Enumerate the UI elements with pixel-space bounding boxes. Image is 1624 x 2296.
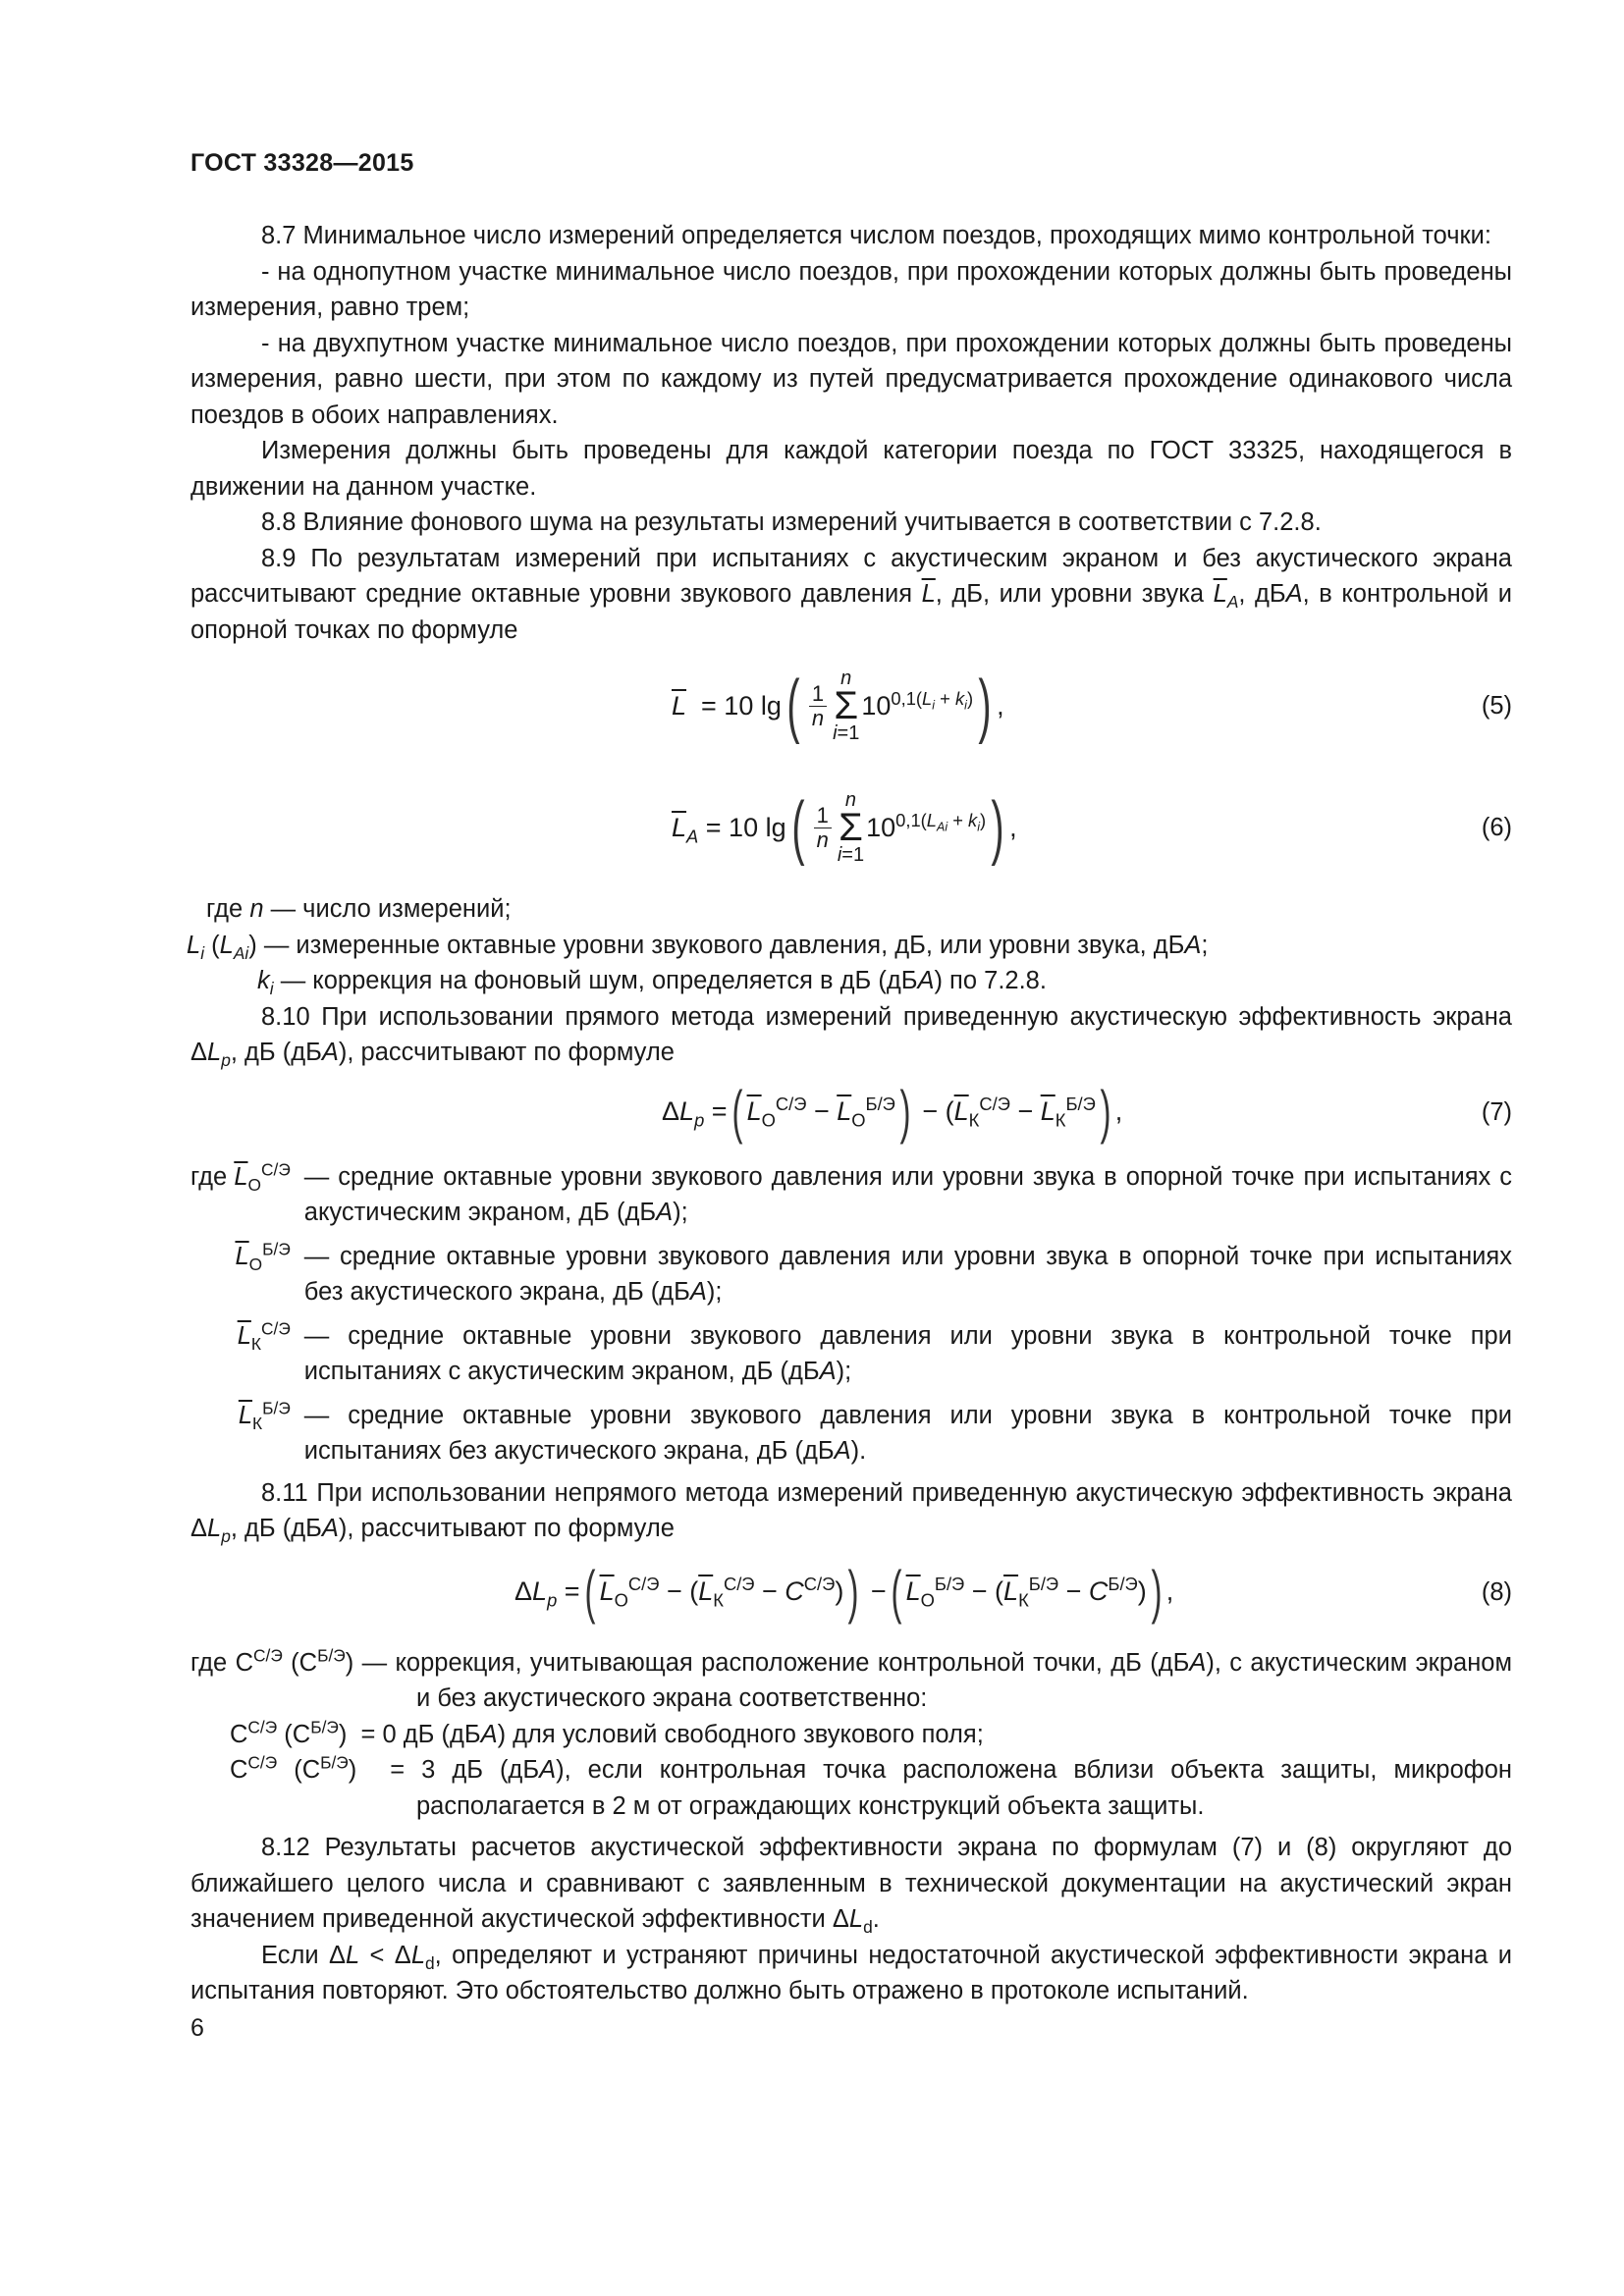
p8-7-intro: 8.7 Минимальное число измерений определяется числом поездов, проходящих мимо контрольной точки: — [261, 222, 1491, 249]
def-lo-be: — средние октавные уровни звукового давления или уровни звука в опорной точке при испытаниях без акустического экрана, дБ (дБA); — [303, 1242, 1512, 1306]
defs-5-6 — [187, 891, 1512, 999]
defs-8 — [190, 1645, 1512, 1825]
p8-12: 8.12 Результаты расчетов акустической эффективности экрана по формулам (7) и (8) округляют до ближайшего целого числа и сравнивают с заявленным в технической документации на акустический экран значением приведенной акустической эффективности $\Delta L_d$. — [190, 1834, 1512, 1938]
p8-10: 8.10 При использовании прямого метода измерений приведенную акустическую эффективность экрана $\Delta L_p$, дБ (дБA), рассчитывают по формуле — [190, 1002, 1512, 1071]
def-n: где n — число измерений; — [206, 895, 512, 923]
p8-7-item2: - на двухпутном участке минимальное число поездов, при прохождении которых должны быть проведены измерения, равно шести, при этом по каждому из путей предусматривается прохождение одинакового числа поездов в обоих направлениях. — [190, 329, 1512, 429]
def-lk-be: — средние октавные уровни звукового давления или уровни звука в контрольной точке при испытаниях без акустического экрана, дБ (дБA). — [303, 1401, 1512, 1465]
formula-8: $\Delta L_p$ = ( $\overline{L}_О^{С/Э} - (\overline{L}_К^{С/Э} - C^{С/Э})$ ) − ( $\overline{L}_О^{Б/Э} - (\overline{L}_К^{Б/Э} - C^{Б/Э})$ ) , (8) — [514, 1558, 1512, 1625]
defs-7: где $\overline{L}_О^{С/Э}$ — средние октавные уровни звукового давления или уровни звука в опорной точке при испытаниях с акустическим экраном, дБ (дБA); $\overline{L}_О^{Б/Э}$ — средние октавные уровни звукового давления или уровни звука в опорной точке при испытаниях без акустического экрана, дБ (дБA); $\overline{L}_К^{С/Э}$ — средние октавные уровни звукового давления или уровни звука в контрольной точке при испытаниях с акустическим экраном, дБ (дБA); $\overline{L}_К^{Б/Э}$ — средние октавные уровни звукового давления или уровни звука в контрольной точке при испытаниях без акустического экрана, дБ (дБA). — [190, 1159, 1512, 1469]
p8-12-if: Если $\Delta L < \Delta L_d$, определяют и устраняют причины недостаточной акустической эффективности экрана и испытания повторяют. Это обстоятельство должно быть отражено в протоколе испытаний. — [190, 1941, 1512, 2004]
formula-7: $\Delta L_p$ = ( $\overline{L}_О^{С/Э} - \overline{L}_О^{Б/Э}$ ) − ($\overline{L}_К^{С/Э} - \overline{L}_К^{Б/Э}$ ) , (7) — [662, 1078, 1512, 1145]
def-c-free: $C^{С/Э}$ $(C^{Б/Э}) = 0$ дБ (дБA) для условий свободного звукового поля; — [230, 1716, 984, 1748]
def-c-near: $C^{С/Э}$ $(C^{Б/Э}) = 3$ дБ (дБA), если контрольная точка расположена вблизи объекта защиты, микрофон располагается в 2 м от ограждающих конструкций объекта защиты. — [230, 1752, 1513, 1820]
def-ki: $k_i$ — коррекция на фоновый шум, определяется в дБ (дБA) по 7.2.8. — [257, 967, 1047, 999]
p8-11: 8.11 При использовании непрямого метода измерений приведенную акустическую эффективность экрана $\Delta L_p$, дБ (дБA), рассчитывают по формуле — [190, 1478, 1512, 1547]
formula-5: $\overline{L} = 10$ lg ( $\frac{1}{n}$ n Σ i=1 $10^{0,1(L_i + k_i)}$ ) , (5) — [672, 667, 1512, 745]
formula-6: $\overline{L}_A = 10$ lg ( $\frac{1}{n}$ n Σ i=1 $10^{0,1(L_{Ai} + k_i)}$ ) , (6) — [672, 788, 1512, 867]
formula-6-number: (6) — [1481, 813, 1512, 841]
p8-9: 8.9 По результатам измерений при испытаниях с акустическим экраном и без акустического экрана рассчитывают средние октавные уровни звукового давления $\overline{L}$, дБ, или уровни звука $\overline{L}_A$, дБA, в контрольной и опорной точках по формуле — [190, 544, 1512, 644]
def-lk-se: — средние октавные уровни звукового давления или уровни звука в контрольной точке при испытаниях с акустическим экраном, дБ (дБA); — [303, 1321, 1512, 1385]
standard-header: ГОСТ 33328—2015 — [190, 149, 414, 177]
def-lo-se: — средние октавные уровни звукового давления или уровни звука в опорной точке при испытаниях с акустическим экраном, дБ (дБA); — [303, 1162, 1512, 1226]
p8-8: 8.8 Влияние фонового шума на результаты измерений учитывается в соответствии с 7.2.8. — [261, 508, 1322, 536]
def-li: $L_i$ $(L_{Ai})$ — измеренные октавные уровни звукового давления, дБ, или уровни звука, дБA; — [187, 931, 1209, 963]
document-body — [187, 218, 1513, 2009]
formula-7-number: (7) — [1481, 1097, 1512, 1126]
p8-7-categories: Измерения должны быть проведены для каждой категории поезда по ГОСТ 33325, находящегося в движении на данном участке. — [190, 437, 1512, 501]
page-number: 6 — [190, 2014, 204, 2042]
formula-8-number: (8) — [1481, 1577, 1512, 1606]
def-c: где $C^{С/Э}$ $(C^{Б/Э})$ — коррекция, учитывающая расположение контрольной точки, дБ (дБA), с акустическим экраном и без акустического экрана соответственно: — [190, 1644, 1513, 1712]
p8-7-item1: - на однопутном участке минимальное число поездов, при прохождении которых должны быть проведены измерения, равно трем; — [190, 257, 1512, 321]
formula-5-number: (5) — [1481, 691, 1512, 720]
